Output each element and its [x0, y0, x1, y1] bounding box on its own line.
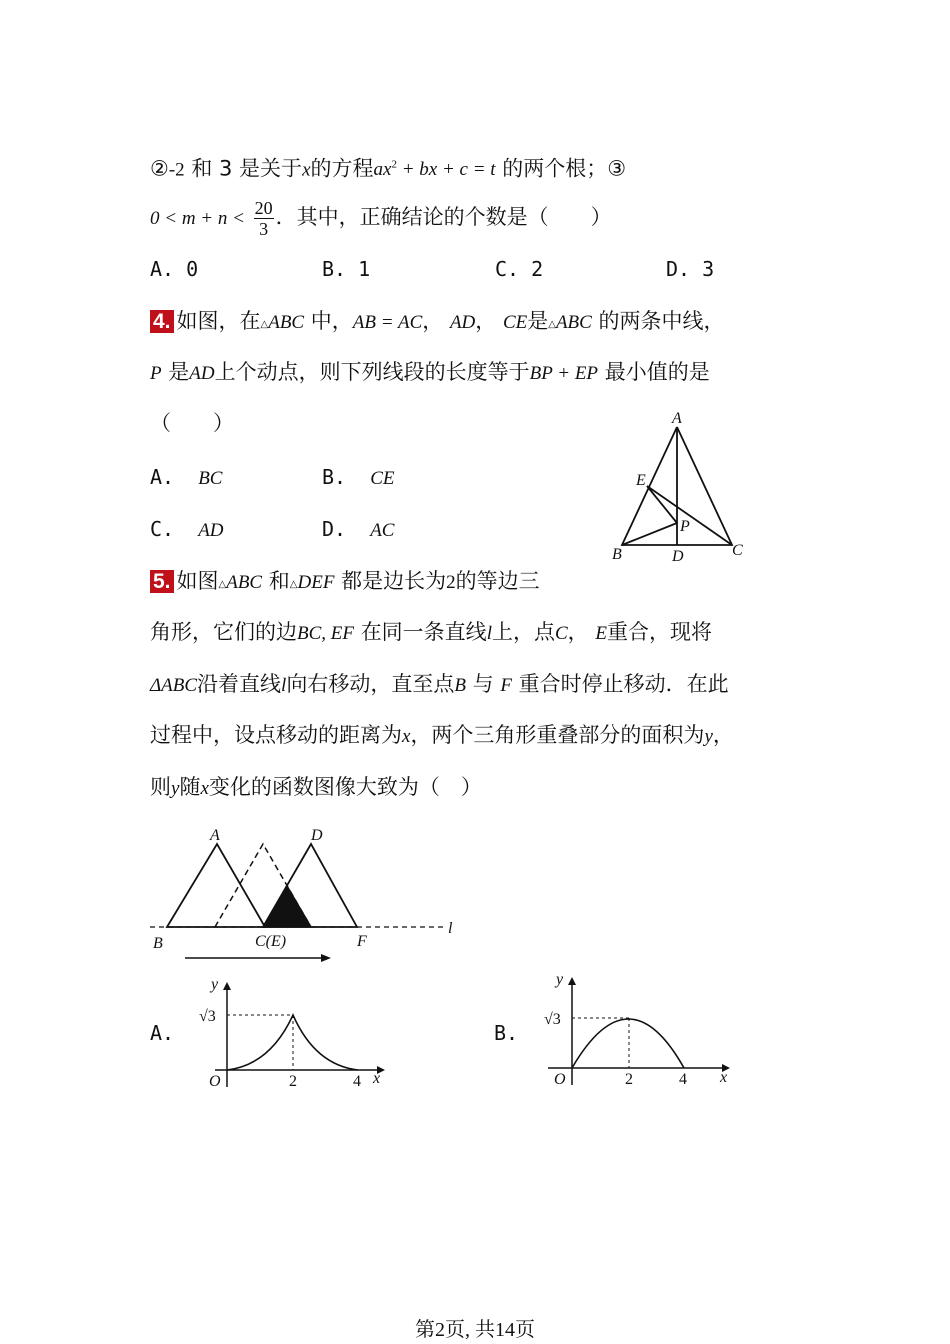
q3-option-a: A. 0 [150, 257, 199, 281]
q5-line-2: 角形，它们的边BC, EF 在同一条直线l上，点C， E重合，现将 [150, 620, 712, 644]
label-a: A [210, 827, 220, 844]
q3-statement-3: 0 < m + n < $\frac{20}{3}$ ．其中，正确结论的个数是（ ） [150, 197, 612, 239]
q3-equation: $ax^2$ + bx + c = t [373, 159, 496, 181]
q5-graph-option-a [195, 975, 395, 1095]
origin-label: O [554, 1071, 566, 1088]
overlap-region [263, 886, 311, 927]
tick-2: 2 [625, 1071, 633, 1088]
q5-line-1: 5. 如图△ABC 和△DEF 都是边长为2的等边三 [150, 566, 540, 600]
axis-y-label: y [211, 976, 219, 993]
median-ce [647, 486, 732, 545]
q5-triangles-figure [145, 820, 465, 965]
q5-line-5: 则y随x变化的函数图像大致为（ ） [150, 775, 482, 799]
page-footer: 第2页, 共14页 [415, 1319, 535, 1341]
q5-graph-option-a-letter: A. [150, 1021, 175, 1045]
q4-line-1: 4. 如图，在△ABC 中，AB = AC， AD， CE是△ABC 的两条中线， [150, 306, 725, 340]
q4-triangle-figure [600, 405, 760, 570]
y-axis-arrow-icon [568, 977, 576, 985]
q4-option-b: B. CE [322, 465, 395, 489]
label-c: C [732, 542, 743, 559]
q5-line-3: ΔABC沿着直线l向右移动，直至点B 与 F 重合时停止移动．在此 [150, 672, 729, 696]
label-d: D [311, 827, 323, 844]
label-a: A [672, 410, 682, 427]
q4-option-d: D. AC [322, 517, 395, 541]
label-b: B [612, 546, 622, 563]
q4-number: 4. [150, 310, 174, 333]
axis-x-label: x [720, 1069, 728, 1086]
tick-2: 2 [289, 1073, 297, 1090]
label-l: l [448, 920, 453, 937]
tick-sqrt3: √3 [544, 1011, 561, 1028]
label-e: E [636, 472, 646, 489]
fraction-20-3: $\frac{20}{3}$ [254, 197, 273, 239]
q4-line-3: （ ） [150, 411, 234, 435]
q3-option-c: C. 2 [495, 257, 544, 281]
y-axis-arrow-icon [223, 982, 231, 990]
label-b: B [153, 935, 163, 952]
q4-option-c: C. AD [150, 517, 224, 541]
q3-option-b: B. 1 [322, 257, 371, 281]
q5-line-4: 过程中，设点移动的距离为x，两个三角形重叠部分的面积为y， [150, 723, 734, 747]
q5-graph-option-b-letter: B. [494, 1021, 519, 1045]
label-p: P [680, 518, 690, 535]
axis-x-label: x [373, 1070, 381, 1087]
q5-number: 5. [150, 570, 174, 593]
origin-label: O [209, 1073, 221, 1090]
label-f: F [357, 933, 367, 950]
axis-y-label: y [556, 971, 564, 988]
arrow-head-icon [321, 954, 331, 962]
tick-4: 4 [679, 1071, 687, 1088]
tick-sqrt3: √3 [199, 1008, 216, 1025]
label-ce: C(E) [255, 933, 287, 950]
q5-graph-option-b [540, 970, 740, 1090]
q3-statement-2: ②-2 和 3 是关于x的方程$ax^2$ + bx + c = t 的两个根；③ [150, 156, 627, 181]
triangle-abc-original [167, 844, 265, 927]
q4-line-2: P 是AD上个动点，则下列线段的长度等于BP + EP 最小值的是 [150, 360, 710, 384]
q3-option-d: D. 3 [666, 257, 715, 281]
q4-option-a: A. BC [150, 465, 223, 489]
curve-b [572, 1019, 684, 1068]
tick-4: 4 [353, 1073, 361, 1090]
label-d: D [672, 548, 684, 565]
